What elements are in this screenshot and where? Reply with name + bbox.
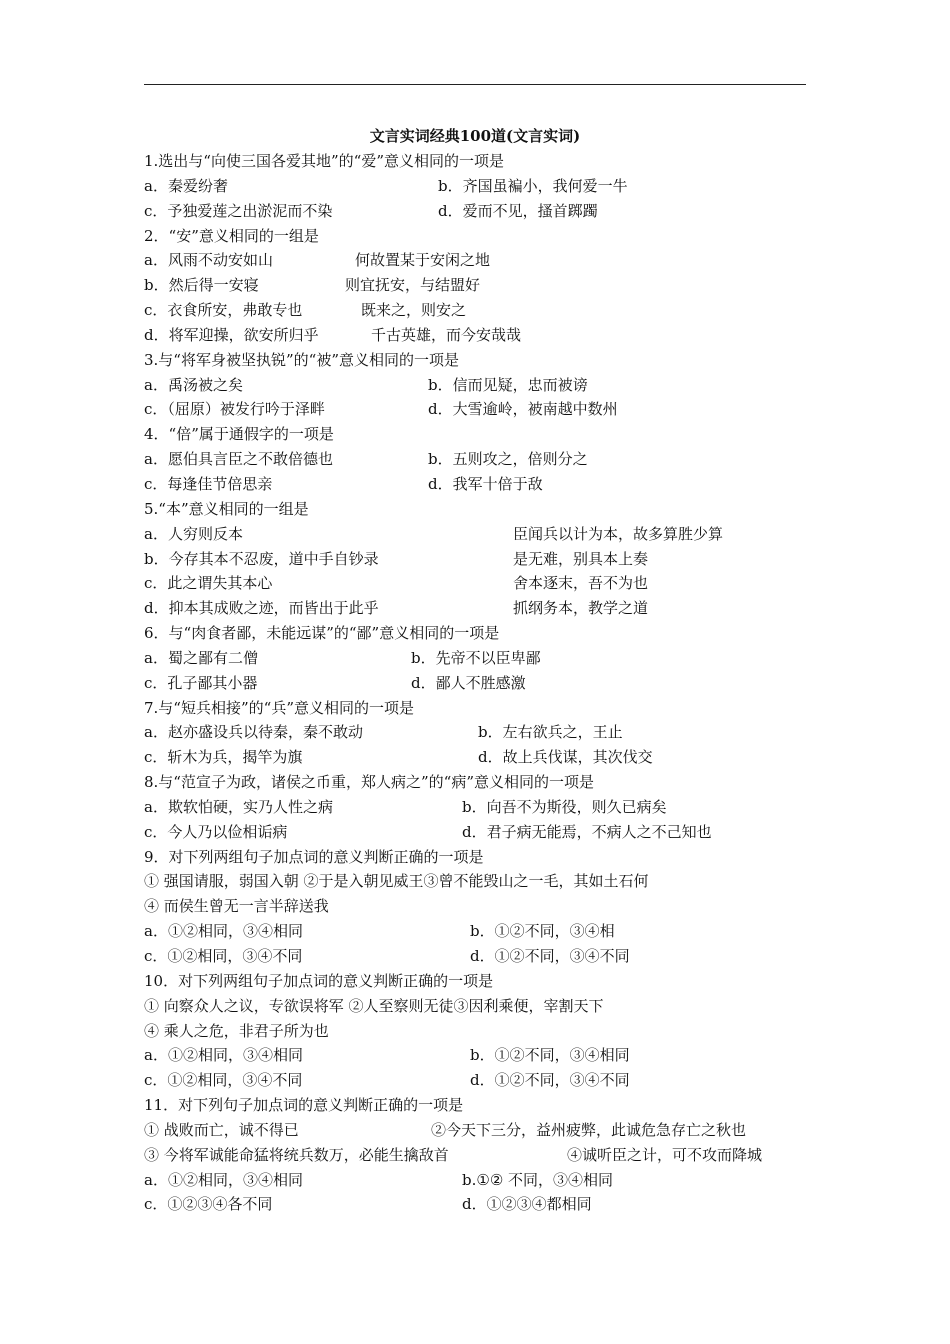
question-9-stem	[144, 845, 814, 870]
text: 5.“本”意义相同的一组是	[144, 499, 309, 518]
text: 11．对下列句子加点词的意义判断正确的一项是	[144, 1096, 464, 1115]
question-1-options-cd	[144, 199, 814, 224]
question-3-options-ab	[144, 373, 814, 398]
question-9-options-cd	[144, 944, 814, 969]
option-right: 臣闻兵以计为本，故多算胜少算	[513, 524, 724, 543]
option-right: d．君子病无能焉，不病人之不己知也	[462, 822, 712, 841]
option-left: a．风雨不动安如山	[144, 251, 273, 270]
option-right: 既来之，则安之	[361, 301, 467, 320]
option-left: a．①②相同，③④相同	[144, 1170, 303, 1189]
text: ① 向察众人之议，专欲误将军 ②人至察则无徒③因利乘便，宰割天下	[144, 996, 604, 1015]
document-title: 文言实词经典100道(文言实词)	[369, 127, 581, 145]
sentence-left: ① 战败而亡，诚不得已	[144, 1120, 299, 1139]
option-right: 是无难，别具本上奏	[513, 549, 649, 568]
question-7-options-ab	[144, 720, 814, 745]
option-right: b．信而见疑，忠而被谤	[428, 375, 588, 394]
option-right: 舍本逐末，吾不为也	[513, 574, 649, 593]
question-11-options-cd	[144, 1192, 814, 1217]
text: 10．对下列两组句子加点词的意义判断正确的一项是	[144, 971, 494, 990]
sentence-left: ③ 今将军诚能命猛将统兵数万，必能生擒敌首	[144, 1145, 449, 1164]
option-left: c．每逢佳节倍思亲	[144, 474, 273, 493]
option-left: d．抑本其成败之迹，而皆出于此乎	[144, 599, 379, 618]
option-left: c．①②③④各不同	[144, 1195, 273, 1214]
question-4-options-cd	[144, 472, 814, 497]
question-3-stem	[144, 348, 814, 373]
option-right: d．爱而不见，搔首踯躅	[438, 201, 598, 220]
option-left: c．①②相同，③④不同	[144, 947, 303, 965]
question-5-option-a	[144, 522, 814, 547]
option-left: b．然后得一安寝	[144, 276, 259, 295]
text: 9．对下列两组句子加点词的意义判断正确的一项是	[144, 847, 484, 866]
text: 6．与“肉食者鄙，未能远谋”的“鄙”意义相同的一项是	[144, 624, 500, 643]
question-9-sentences-2	[144, 894, 814, 919]
document-body	[144, 149, 814, 1217]
question-2-option-a	[144, 248, 814, 273]
option-left: a．秦爱纷奢	[144, 176, 228, 195]
option-right: 千古英雄，而今安哉哉	[371, 325, 522, 344]
sentence-right: ④诚听臣之计，可不攻而降城	[567, 1145, 763, 1164]
option-left: a．蜀之鄙有二僧	[144, 648, 258, 667]
text: 3.与“将军身被坚执锐”的“被”意义相同的一项是	[144, 350, 459, 369]
text: ① 强国请服，弱国入朝 ②于是入朝见威王③曾不能毁山之一毛，其如土石何	[144, 872, 649, 891]
option-left: a．欺软怕硬，实乃人性之病	[144, 797, 333, 816]
option-right: d．鄙人不胜感激	[411, 673, 526, 692]
question-7-stem	[144, 696, 814, 721]
option-right: d．①②不同，③④不同	[470, 1071, 630, 1090]
option-left: c．此之谓失其本心	[144, 574, 273, 593]
text: 4．“倍”属于通假字的一项是	[144, 425, 334, 444]
option-right: d．故上兵伐谋，其次伐交	[478, 748, 653, 767]
question-8-options-ab	[144, 795, 814, 820]
option-right: d．我军十倍于敌	[428, 474, 543, 493]
question-7-options-cd	[144, 745, 814, 770]
option-right: 抓纲务本，教学之道	[513, 599, 649, 618]
question-11-options-ab	[144, 1168, 814, 1193]
option-right: d．①②不同，③④不同	[470, 947, 630, 965]
question-5-option-c	[144, 571, 814, 596]
option-left: c．衣食所安，弗敢专也	[144, 301, 303, 320]
question-5-stem	[144, 497, 814, 522]
option-right: d．大雪逾岭，被南越中数州	[428, 400, 618, 419]
question-6-options-ab	[144, 646, 814, 671]
question-2-option-c	[144, 298, 814, 323]
option-right: 何故置某于安闲之地	[355, 251, 491, 270]
option-right: b．①②不同，③④相同	[470, 1046, 630, 1065]
question-9-sentences-1	[144, 869, 814, 894]
option-right: d．①②③④都相同	[462, 1195, 592, 1214]
question-1-options-ab	[144, 174, 814, 199]
option-left: a．禹汤被之矣	[144, 375, 243, 394]
option-left: c．（屈原）被发行吟于泽畔	[144, 400, 325, 419]
question-4-options-ab	[144, 447, 814, 472]
header-rule	[144, 84, 806, 85]
option-right: b．向吾不为斯役，则久已病矣	[462, 797, 667, 816]
question-8-options-cd	[144, 820, 814, 845]
option-left: c．今人乃以俭相诟病	[144, 822, 288, 841]
option-right: b．先帝不以臣卑鄙	[411, 648, 541, 667]
option-left: a．愿伯具言臣之不敢倍德也	[144, 450, 333, 469]
question-8-stem	[144, 770, 814, 795]
text: 7.与“短兵相接”的“兵”意义相同的一项是	[144, 698, 414, 717]
option-left: a．①②相同，③④相同	[144, 1046, 303, 1065]
text: 8.与“范宣子为政，诸侯之币重，郑人病之”的“病”意义相同的一项是	[144, 773, 594, 792]
option-left: c．斩木为兵，揭竿为旗	[144, 748, 303, 767]
question-11-sentences-2	[144, 1143, 814, 1168]
question-2-stem	[144, 224, 814, 249]
question-2-option-b	[144, 273, 814, 298]
text: ④ 乘人之危，非君子所为也	[144, 1021, 329, 1040]
option-left: a．①②相同，③④相同	[144, 922, 303, 941]
option-right: b．齐国虽褊小，我何爱一牛	[438, 176, 628, 195]
option-right: 则宜抚安，与结盟好	[345, 276, 481, 295]
option-left: c．予独爱莲之出淤泥而不染	[144, 201, 333, 220]
option-left: a．赵亦盛设兵以待秦，秦不敢动	[144, 723, 363, 742]
option-right: b.①② 不同，③④相同	[462, 1170, 614, 1189]
option-left: a．人穷则反本	[144, 524, 243, 543]
question-4-stem	[144, 422, 814, 447]
text: 2．“安”意义相同的一组是	[144, 226, 319, 245]
question-11-stem	[144, 1093, 814, 1118]
question-10-stem	[144, 969, 814, 994]
option-left: b．今存其本不忍废，道中手自钞录	[144, 549, 379, 568]
question-11-sentences-1	[144, 1118, 814, 1143]
question-10-options-ab	[144, 1043, 814, 1068]
question-5-option-b	[144, 547, 814, 572]
sentence-right: ②今天下三分，益州疲弊，此诚危急存亡之秋也	[431, 1120, 747, 1139]
question-3-options-cd	[144, 397, 814, 422]
option-right: b．五则攻之，倍则分之	[428, 450, 588, 469]
question-10-sentences-2	[144, 1019, 814, 1044]
option-right: b．左右欲兵之，王止	[478, 723, 623, 742]
question-5-option-d	[144, 596, 814, 621]
option-left: d．将军迎操，欲安所归乎	[144, 325, 319, 344]
question-2-option-d	[144, 323, 814, 348]
question-6-stem	[144, 621, 814, 646]
option-left: c．孔子鄙其小器	[144, 673, 258, 692]
question-10-sentences-1	[144, 994, 814, 1019]
question-6-options-cd	[144, 671, 814, 696]
text: 1.选出与“向使三国各爱其地”的“爱”意义相同的一项是	[144, 152, 504, 170]
option-right: b．①②不同，③④相	[470, 922, 615, 941]
option-left: c．①②相同，③④不同	[144, 1071, 303, 1090]
text: ④ 而侯生曾无一言半辞送我	[144, 897, 329, 916]
question-10-options-cd	[144, 1068, 814, 1093]
question-9-options-ab	[144, 919, 814, 944]
question-1-stem	[144, 149, 814, 174]
